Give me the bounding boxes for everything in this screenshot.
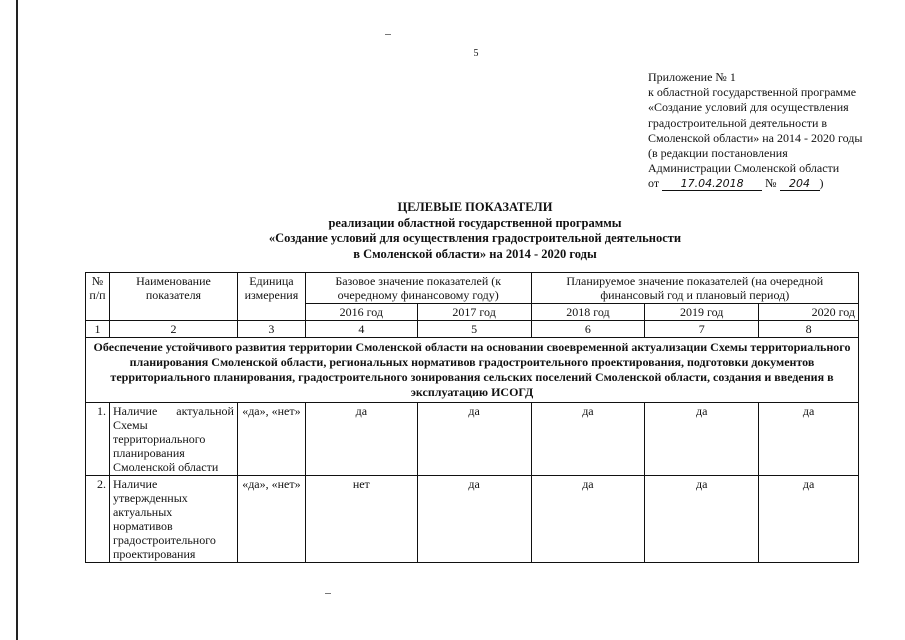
row-value: да: [417, 403, 531, 476]
row-value: да: [531, 403, 645, 476]
title-line-2: реализации областной государственной программы: [328, 215, 622, 230]
column-number-row: [86, 321, 859, 338]
scan-left-edge: [16, 0, 18, 640]
row-unit: «да», «нет»: [237, 403, 305, 476]
row-value: нет: [305, 476, 417, 563]
header-num: № п/п: [86, 273, 110, 321]
column-number: 2: [109, 321, 237, 338]
title-line-1: ЦЕЛЕВЫЕ ПОКАЗАТЕЛИ: [397, 200, 553, 214]
header-row: [86, 273, 859, 304]
section-row: [86, 338, 859, 403]
indicators-table: [85, 272, 859, 563]
column-number: 4: [305, 321, 417, 338]
column-number: 3: [237, 321, 305, 338]
appendix-line: градостроительной деятельности в: [648, 115, 828, 130]
header-base-group: Базовое значение показателей (к очередному финансовому году): [305, 273, 531, 304]
row-num: 1.: [86, 403, 110, 476]
column-number: 6: [531, 321, 645, 338]
row-value: да: [645, 476, 759, 563]
appendix-line: (в редакции постановления: [648, 146, 788, 161]
handwritten-date: 17.04.2018: [662, 178, 762, 191]
title-line-4: в Смоленской области» на 2014 - 2020 годы: [353, 246, 597, 261]
column-number: 7: [645, 321, 759, 338]
header-year: 2016 год: [305, 304, 417, 321]
row-name: Наличие актуальной Схемы территориального планирования Смоленской области: [109, 403, 237, 476]
row-num: 2.: [86, 476, 110, 563]
title-line-3: «Создание условий для осуществления градостроительной деятельности: [268, 231, 682, 245]
appendix-line: к областной государственной программе: [648, 85, 857, 100]
appendix-line: Смоленской области» на 2014 - 2020 годы: [648, 130, 863, 145]
column-number: 8: [759, 321, 859, 338]
header-year: 2018 год: [531, 304, 645, 321]
column-number: 1: [86, 321, 110, 338]
row-value: да: [531, 476, 645, 563]
appendix-line: Администрации Смоленской области: [648, 161, 840, 176]
row-value: да: [645, 403, 759, 476]
section-title: Обеспечение устойчивого развития территории Смоленской области на основании своевременной актуализации Схемы территориального планирования Смоленской области, региональных нормативов градостроительного проектирования, подготовки документов территориального планирования, градостроительного зонирования сельских поселений Смоленской области, создания и введения в эксплуатацию ИСОГД: [86, 338, 859, 403]
appendix-block: [648, 70, 898, 192]
number-label: №: [765, 176, 777, 191]
scan-mark: [385, 34, 391, 35]
appendix-line: Приложение № 1: [648, 70, 736, 84]
from-label: от: [648, 176, 660, 191]
document-title: [150, 200, 800, 262]
row-value: да: [759, 476, 859, 563]
header-year: 2020 год: [759, 304, 859, 321]
column-number: 5: [417, 321, 531, 338]
handwritten-number: 204: [780, 178, 820, 191]
appendix-line: «Создание условий для осуществления: [648, 100, 849, 115]
table-row: [86, 403, 859, 476]
row-value: да: [759, 403, 859, 476]
row-unit: «да», «нет»: [237, 476, 305, 563]
page-number: 5: [473, 48, 479, 59]
appendix-date-line: от 17.04.2018 № 204 ): [648, 176, 824, 191]
row-value: да: [417, 476, 531, 563]
scan-mark: [325, 593, 331, 594]
header-plan-group: Планируемое значение показателей (на очередной финансовый год и плановый период): [531, 273, 858, 304]
header-year: 2017 год: [417, 304, 531, 321]
row-value: да: [305, 403, 417, 476]
table-row: [86, 476, 859, 563]
header-year: 2019 год: [645, 304, 759, 321]
header-name: Наименование показателя: [109, 273, 237, 321]
header-unit: Единица измерения: [237, 273, 305, 321]
row-name: Наличие утвержденных актуальных нормативов градостроительного проектирования: [109, 476, 237, 563]
